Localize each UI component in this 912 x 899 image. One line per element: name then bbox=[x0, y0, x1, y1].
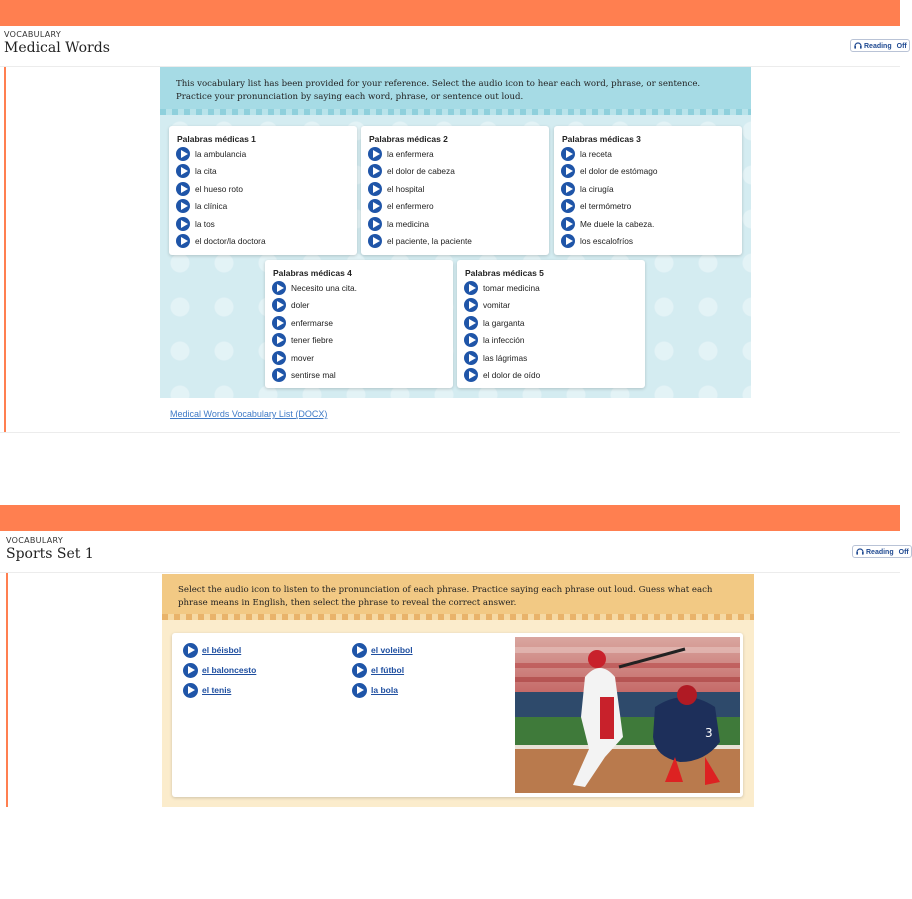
vocab-card-1 bbox=[169, 126, 357, 255]
reading-toggle-state: Off bbox=[898, 549, 909, 556]
vocab-card-title: Palabras médicas 3 bbox=[562, 134, 641, 144]
play-audio-icon[interactable] bbox=[176, 182, 190, 196]
headphones-icon bbox=[854, 42, 862, 49]
play-audio-icon[interactable] bbox=[561, 164, 575, 178]
vocab-item-text: doler bbox=[291, 300, 310, 311]
sport-phrase bbox=[352, 662, 404, 678]
play-audio-icon[interactable] bbox=[272, 281, 286, 295]
vocab-item-text: el enfermero bbox=[387, 201, 434, 212]
play-audio-icon[interactable] bbox=[561, 182, 575, 196]
instructions-text: This vocabulary list has been provided for your reference. Select the audio icon to hear each word, phrase, or sentence. Practice your pronunciation by saying each word, phrase, or sentence out loud. bbox=[160, 67, 751, 112]
vocab-item bbox=[464, 316, 525, 330]
baseball-photo bbox=[515, 637, 740, 793]
vocab-item-text: los escalofríos bbox=[580, 236, 634, 246]
sport-phrase-link[interactable]: el voleibol bbox=[371, 645, 413, 655]
play-audio-icon[interactable] bbox=[464, 368, 478, 382]
vocab-card-3 bbox=[554, 126, 742, 255]
section2-title: Sports Set 1 bbox=[6, 546, 94, 562]
vocab-item-text: el hueso roto bbox=[195, 183, 243, 194]
vocab-item-text: la medicina bbox=[387, 218, 429, 229]
sport-phrase-link[interactable]: el baloncesto bbox=[202, 665, 257, 675]
vocab-item-text: la ambulancia bbox=[195, 149, 247, 159]
vocab-item bbox=[561, 147, 612, 161]
play-audio-icon[interactable] bbox=[368, 199, 382, 213]
vocab-item bbox=[561, 234, 633, 248]
reading-toggle[interactable] bbox=[850, 39, 910, 52]
play-audio-icon[interactable] bbox=[183, 643, 198, 658]
sport-phrase bbox=[352, 682, 398, 698]
vocab-item bbox=[176, 199, 227, 213]
vocab-card-5 bbox=[457, 260, 645, 388]
vocab-item-text: las lágrimas bbox=[483, 352, 528, 363]
vocab-item-text: Necesito una cita. bbox=[291, 283, 357, 293]
vocab-item bbox=[176, 234, 266, 248]
section2-header-divider bbox=[0, 572, 900, 573]
play-audio-icon[interactable] bbox=[176, 217, 190, 231]
play-audio-icon[interactable] bbox=[272, 298, 286, 312]
top-accent-band bbox=[0, 0, 900, 26]
vocab-item-text: la tos bbox=[195, 218, 215, 229]
section-eyebrow: VOCABULARY bbox=[4, 30, 62, 39]
vocab-item-text: la receta bbox=[580, 149, 612, 159]
vocab-card-title: Palabras médicas 2 bbox=[369, 134, 448, 144]
play-audio-icon[interactable] bbox=[561, 234, 575, 248]
headphones-icon bbox=[856, 548, 864, 555]
play-audio-icon[interactable] bbox=[464, 351, 478, 365]
play-audio-icon[interactable] bbox=[464, 298, 478, 312]
vocab-item-text: tener fiebre bbox=[291, 335, 333, 346]
play-audio-icon[interactable] bbox=[464, 316, 478, 330]
vocab-item-text: sentirse mal bbox=[291, 370, 336, 380]
play-audio-icon[interactable] bbox=[352, 683, 367, 698]
vocab-item-text: la enfermera bbox=[387, 149, 434, 159]
svg-text:3: 3 bbox=[705, 726, 713, 740]
vocab-item bbox=[561, 182, 614, 196]
vocab-item bbox=[176, 147, 246, 161]
reading-toggle-label: Reading bbox=[864, 43, 892, 50]
vocab-item bbox=[272, 333, 333, 347]
vocabulary-docx-link[interactable]: Medical Words Vocabulary List (DOCX) bbox=[170, 409, 328, 419]
vocab-item bbox=[464, 368, 540, 382]
vocab-item bbox=[368, 234, 472, 248]
play-audio-icon[interactable] bbox=[176, 147, 190, 161]
sport-phrase-link[interactable]: el fútbol bbox=[371, 665, 405, 675]
sport-phrase bbox=[183, 642, 241, 658]
sport-phrase bbox=[183, 662, 256, 678]
vocab-item-text: la cirugía bbox=[580, 183, 614, 194]
vocab-item-text: el dolor de oído bbox=[483, 370, 541, 380]
sport-phrase-link[interactable]: el béisbol bbox=[202, 645, 242, 655]
play-audio-icon[interactable] bbox=[464, 333, 478, 347]
vocab-item bbox=[464, 351, 527, 365]
section2-accent-rule bbox=[6, 573, 8, 807]
sports-instructions-text: Select the audio icon to listen to the pronunciation of each phrase. Practice saying each phrase out loud. Guess what each phrase means in English, then select the phrase to reveal the correct answer. bbox=[162, 574, 754, 617]
sport-phrase bbox=[183, 682, 231, 698]
vocab-item bbox=[561, 199, 631, 213]
sport-phrase-link[interactable]: el tenis bbox=[202, 685, 232, 695]
sport-phrase bbox=[352, 642, 413, 658]
vocab-item bbox=[561, 164, 658, 178]
vocab-item-text: vomitar bbox=[483, 300, 511, 311]
vocab-item bbox=[368, 164, 455, 178]
reading-toggle-2[interactable] bbox=[852, 545, 912, 558]
play-audio-icon[interactable] bbox=[561, 147, 575, 161]
play-audio-icon[interactable] bbox=[464, 281, 478, 295]
vocab-item-text: el dolor de estómago bbox=[580, 166, 658, 177]
vocab-item-text: mover bbox=[291, 352, 315, 363]
vocab-item bbox=[368, 147, 434, 161]
vocab-item bbox=[368, 217, 429, 231]
play-audio-icon[interactable] bbox=[368, 164, 382, 178]
vocab-item-text: el dolor de cabeza bbox=[387, 166, 455, 177]
section2-accent-band bbox=[0, 505, 900, 531]
vocab-item-text: el paciente, la paciente bbox=[387, 236, 472, 246]
play-audio-icon[interactable] bbox=[352, 643, 367, 658]
vocab-item-text: la garganta bbox=[483, 317, 525, 328]
vocab-item bbox=[176, 217, 215, 231]
vocab-item-text: Me duele la cabeza. bbox=[580, 218, 655, 229]
play-audio-icon[interactable] bbox=[561, 199, 575, 213]
play-audio-icon[interactable] bbox=[368, 182, 382, 196]
vocab-card-2 bbox=[361, 126, 549, 255]
play-audio-icon[interactable] bbox=[352, 663, 367, 678]
vocab-item-text: enfermarse bbox=[291, 317, 333, 328]
vocab-card-title: Palabras médicas 1 bbox=[177, 134, 256, 144]
vocab-item-text: la clínica bbox=[195, 201, 228, 212]
vocab-item-text: el doctor/la doctora bbox=[195, 236, 266, 246]
vocab-item-text: el termómetro bbox=[580, 201, 632, 212]
play-audio-icon[interactable] bbox=[183, 663, 198, 678]
play-audio-icon[interactable] bbox=[272, 333, 286, 347]
reading-toggle-state: Off bbox=[896, 43, 907, 50]
vocab-item-text: la cita bbox=[195, 166, 217, 177]
reading-toggle-label: Reading bbox=[866, 549, 894, 556]
vocab-item bbox=[176, 182, 243, 196]
vocab-card-4 bbox=[265, 260, 453, 388]
play-audio-icon[interactable] bbox=[176, 199, 190, 213]
vocab-item bbox=[561, 217, 654, 231]
vocab-item bbox=[368, 199, 434, 213]
play-audio-icon[interactable] bbox=[368, 234, 382, 248]
vocab-item-text: el hospital bbox=[387, 183, 425, 194]
play-audio-icon[interactable] bbox=[176, 164, 190, 178]
section2-eyebrow: VOCABULARY bbox=[6, 536, 64, 545]
vocab-item bbox=[272, 281, 357, 295]
vocab-item bbox=[272, 298, 309, 312]
sport-phrase-link[interactable]: la bola bbox=[371, 685, 398, 695]
vocab-item bbox=[272, 316, 333, 330]
vocab-card-title: Palabras médicas 4 bbox=[273, 268, 352, 278]
vocab-item bbox=[272, 351, 314, 365]
play-audio-icon[interactable] bbox=[272, 316, 286, 330]
page-title: Medical Words bbox=[4, 40, 110, 56]
section-divider bbox=[0, 432, 900, 433]
play-audio-icon[interactable] bbox=[561, 217, 575, 231]
play-audio-icon[interactable] bbox=[183, 683, 198, 698]
vocab-item bbox=[464, 281, 540, 295]
vocab-item-text: la infección bbox=[483, 335, 525, 346]
play-audio-icon[interactable] bbox=[176, 234, 190, 248]
play-audio-icon[interactable] bbox=[368, 147, 382, 161]
vocab-item bbox=[272, 368, 336, 382]
vocab-item bbox=[176, 164, 217, 178]
play-audio-icon[interactable] bbox=[272, 351, 286, 365]
content-accent-rule bbox=[4, 67, 6, 433]
vocab-item-text: tomar medicina bbox=[483, 283, 540, 293]
vocab-item bbox=[368, 182, 424, 196]
vocab-card-title: Palabras médicas 5 bbox=[465, 268, 544, 278]
play-audio-icon[interactable] bbox=[368, 217, 382, 231]
vocab-item bbox=[464, 333, 525, 347]
vocab-item bbox=[464, 298, 510, 312]
play-audio-icon[interactable] bbox=[272, 368, 286, 382]
